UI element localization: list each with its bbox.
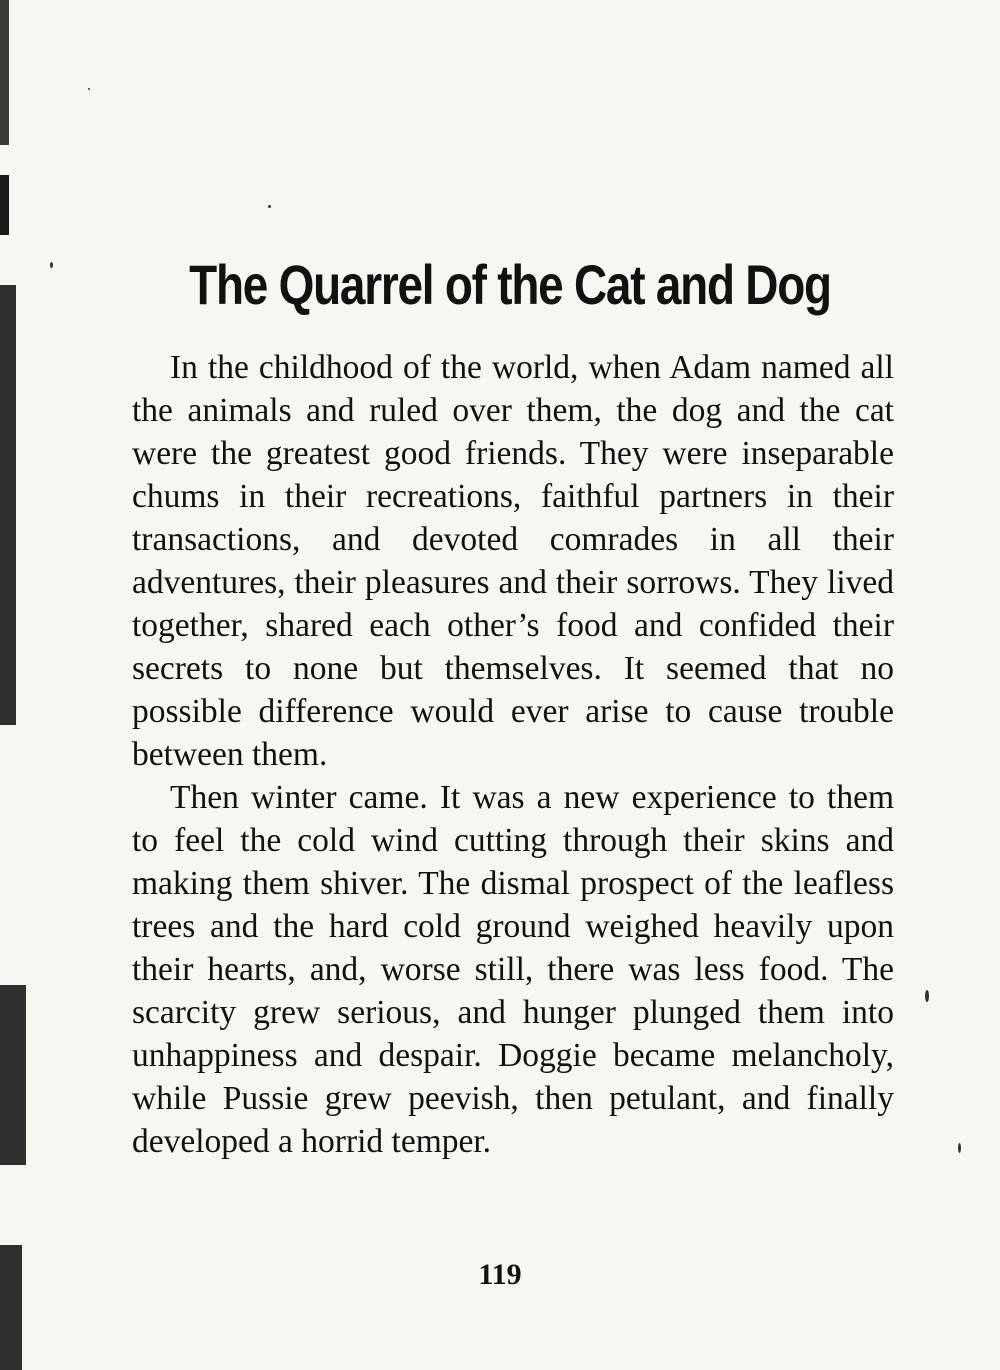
scan-speck	[925, 990, 929, 1002]
scan-edge-shadow	[0, 285, 16, 725]
page-number: 119	[478, 1258, 522, 1291]
scan-speck	[268, 205, 271, 208]
scan-speck	[50, 262, 53, 268]
scan-edge-shadow	[0, 0, 9, 145]
body-text	[132, 346, 894, 1163]
paragraph-2: Then winter came. It was a new experience to them to feel the cold wind cutting through their skins and making them shiver. The dismal prospect of the leafless trees and the hard cold ground weighed heavily upon their hearts, and, worse still, there was less food. The scarcity grew serious, and hunger plunged them into unhappiness and despair. Doggie became melancholy, while Pussie grew peevish, then petulant, and finally developed a horrid temper.	[132, 779, 894, 1160]
scan-edge-shadow	[0, 175, 9, 235]
scan-speck	[88, 88, 90, 90]
chapter-title: The Quarrel of the Cat and Dog	[189, 253, 831, 316]
scan-speck	[958, 1143, 961, 1153]
scan-edge-shadow	[0, 985, 26, 1165]
paragraph-1: In the childhood of the world, when Adam named all the animals and ruled over them, the dog and the cat were the greatest good friends. They were inseparable chums in their recreations, faithful partners in their transactions, and devoted comrades in all their adventures, their pleasures and their sorrows. They lived together, shared each other’s food and confided their secrets to none but themselves. It seemed that no possible difference would ever arise to cause trouble between them.	[132, 349, 894, 773]
